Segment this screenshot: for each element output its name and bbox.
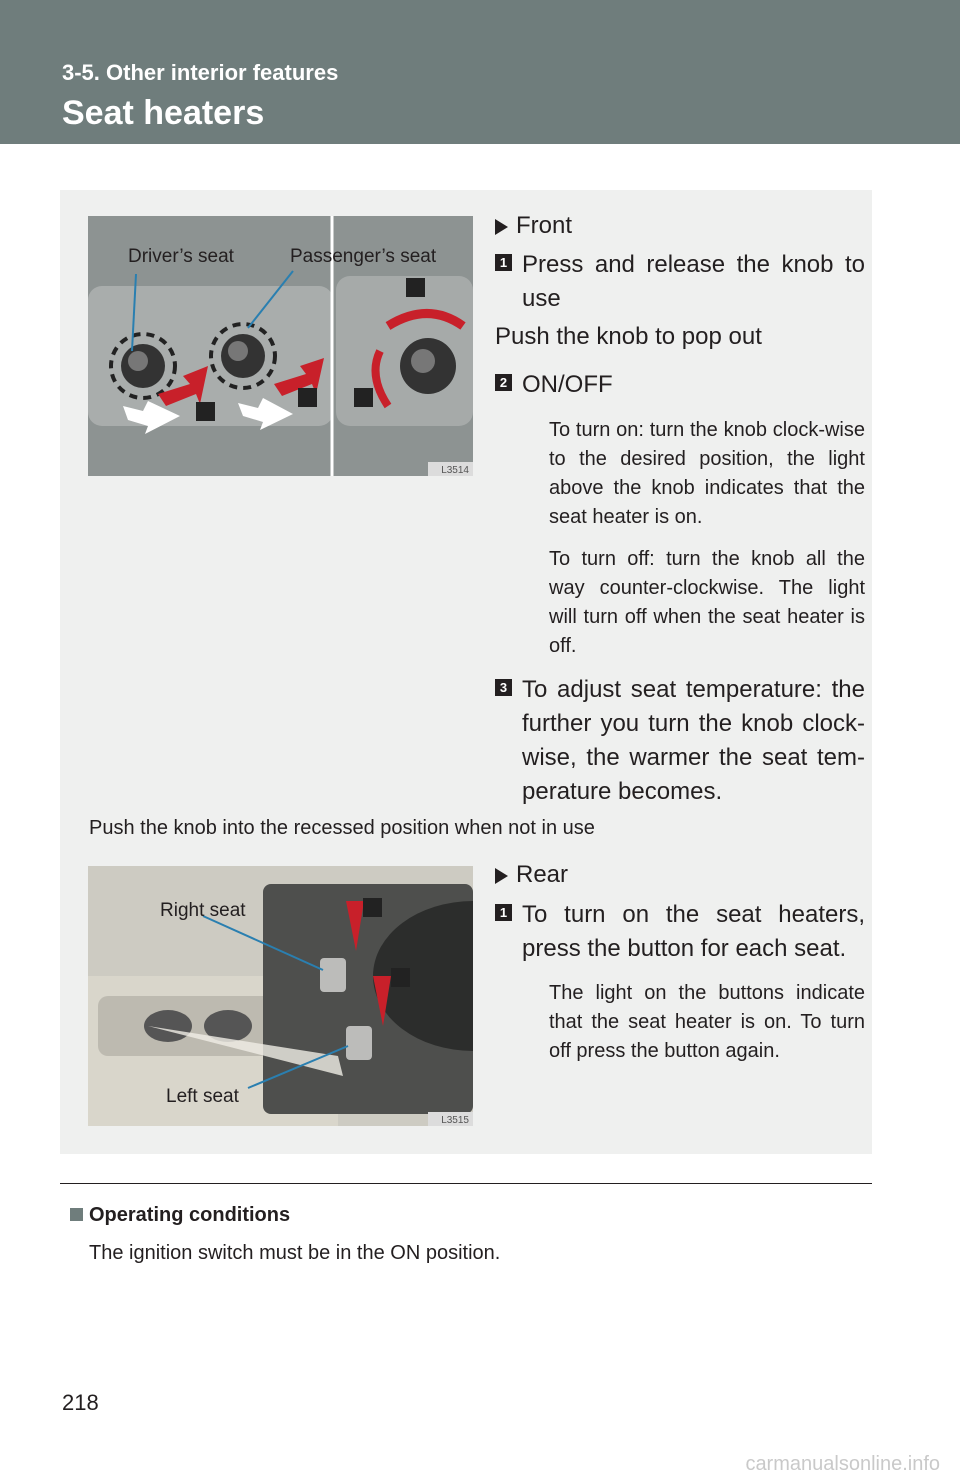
turn-on-note: To turn on: turn the knob clock-wise to the desired position, the light above the knob indicates that the seat heater is on. — [549, 419, 865, 528]
step-3-text: To adjust seat temperature: the further you turn the knob clock-wise, the warmer the seat tem-perature becomes. — [522, 676, 865, 805]
push-out-text: Push the knob to pop out — [495, 323, 762, 350]
rear-button-drawing — [88, 866, 473, 1126]
step-2-badge: 2 — [495, 374, 512, 391]
image-code: L3514 — [441, 465, 469, 476]
content-panel — [60, 190, 872, 1154]
section-title: 3-5. Other interior features — [62, 60, 339, 85]
rear-illustration — [88, 866, 473, 1126]
rear-step-1-text: To turn on the seat heaters, press the button for each seat. — [522, 901, 865, 962]
square-bullet-icon — [70, 1208, 83, 1221]
front-illustration — [88, 216, 473, 476]
step-3-badge: 3 — [495, 679, 512, 696]
conditions-heading: Operating conditions — [70, 1204, 290, 1227]
turn-off-note: To turn off: turn the knob all the way counter-clockwise. The light will turn off when the seat heater is off. — [549, 548, 865, 657]
step-1-text: Press and release the knob to use — [522, 251, 865, 312]
step-2-text: ON/OFF — [522, 371, 613, 398]
rear-note: The light on the buttons indicate that the seat heater is on. To turn off press the button again. — [549, 982, 865, 1062]
page-header — [0, 0, 960, 144]
watermark: carmanualsonline.info — [745, 1453, 940, 1475]
label-passengers-seat: Passenger’s seat — [290, 246, 437, 267]
page-title: Seat heaters — [62, 94, 265, 132]
triangle-arrow-icon — [495, 219, 508, 235]
label-left-seat: Left seat — [166, 1086, 239, 1107]
label-right-seat: Right seat — [160, 900, 246, 921]
triangle-arrow-icon — [495, 868, 508, 884]
push-in-note: Push the knob into the recessed position when not in use — [89, 817, 595, 839]
label-drivers-seat: Driver’s seat — [128, 246, 234, 267]
front-heading: Front — [495, 209, 572, 243]
image-code: L3515 — [441, 1115, 469, 1126]
rear-heading: Rear — [495, 858, 568, 892]
page-number: 218 — [62, 1390, 99, 1415]
divider — [60, 1183, 872, 1184]
rear-step-1-badge: 1 — [495, 904, 512, 921]
step-1-badge: 1 — [495, 254, 512, 271]
conditions-text: The ignition switch must be in the ON position. — [89, 1242, 501, 1264]
